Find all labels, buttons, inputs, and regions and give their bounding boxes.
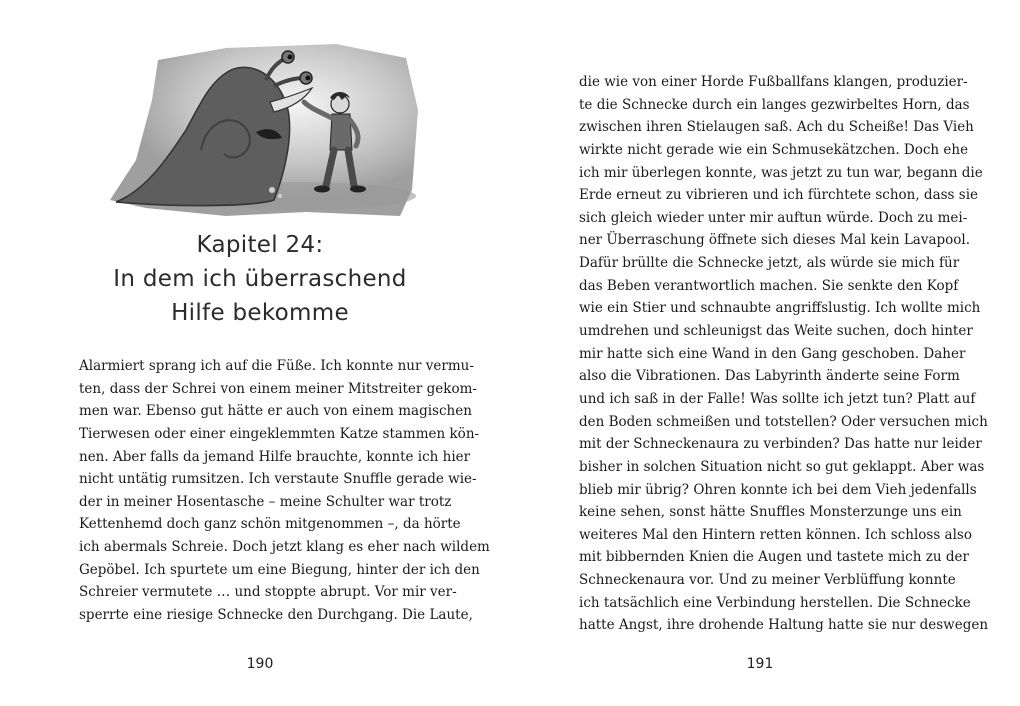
snail-monster-illustration [106, 40, 422, 222]
page-number: 190 [246, 656, 274, 672]
right-page [510, 0, 1020, 706]
text-line: nicht untätig rumsitzen. Ich verstaute Snuffle gerade wie- [79, 471, 477, 488]
text-line: wie ein Stier und schnaubte angriffslustig. Ich wollte mich [579, 300, 981, 317]
text-line: Kettenhemd doch ganz schön mitgenommen –, da hörte [79, 516, 461, 533]
text-line: mit bibbernden Knien die Augen und tastete mich zu der [579, 549, 969, 566]
text-line: umdrehen und schleunigst das Weite suchen, doch hinter [579, 323, 973, 340]
chapter-title-line: In dem ich überraschend [113, 266, 407, 292]
text-line: keine sehen, sonst hätte Snuffles Monsterzunge uns ein [579, 504, 962, 521]
text-line: ner Überraschung öffnete sich dieses Mal kein Lavapool. [579, 232, 971, 249]
text-line: Erde erneut zu vibrieren und ich fürchtete schon, dass sie [579, 187, 979, 204]
text-line: bisher in solchen Situation nicht so gut geklappt. Aber was [579, 458, 985, 475]
text-line: sperrte eine riesige Schnecke den Durchgang. Die Laute, [79, 607, 473, 624]
text-line: hatte Angst, ihre drohende Haltung hatte sie nur deswegen [579, 617, 989, 634]
text-line: also die Vibrationen. Das Labyrinth änderte seine Form [579, 368, 960, 385]
text-line: mir hatte sich eine Wand in den Gang geschoben. Daher [579, 345, 966, 362]
text-line: Schreier vermutete … und stoppte abrupt. Vor mir ver- [79, 584, 457, 601]
text-line: die wie von einer Horde Fußballfans klangen, produzier- [579, 74, 968, 90]
text-line: das Beben verantwortlich machen. Sie senkte den Kopf [579, 277, 959, 294]
text-line: Schneckenaura vor. Und zu meiner Verblüffung konnte [579, 572, 956, 589]
text-line: Tierwesen oder einer eingeklemmten Katze stammen kön- [79, 425, 480, 442]
text-line: wirkte nicht gerade wie ein Schmusekätzchen. Doch ehe [579, 141, 969, 158]
body-text-right [579, 71, 989, 637]
page-number: 191 [746, 656, 774, 672]
text-line: Dafür brüllte die Schnecke jetzt, als würde sie mich für [579, 255, 960, 272]
text-line: ich tatsächlich eine Verbindung herstellen. Die Schnecke [579, 594, 971, 611]
body-text-left [79, 355, 490, 627]
text-line: mit der Schneckenaura zu verbinden? Das hatte nur leider [579, 436, 982, 453]
text-line: ich abermals Schreie. Doch jetzt klang es eher nach wildem [79, 539, 490, 556]
chapter-title-line: Kapitel 24: [196, 232, 324, 258]
text-line: und ich saß in der Falle! Was sollte ich jetzt tun? Platt auf [579, 390, 976, 407]
text-line: ten, dass der Schrei von einem meiner Mitstreiter gekom- [79, 380, 477, 397]
text-line: ich mir überlegen konnte, was jetzt zu tun war, begann die [579, 164, 983, 181]
text-line: men war. Ebenso gut hätte er auch von einem magischen [79, 403, 472, 420]
text-line: Gepöbel. Ich spurtete um eine Biegung, hinter der ich den [79, 561, 480, 578]
chapter-title [60, 228, 460, 330]
text-line: den Boden schmeißen und totstellen? Oder versuchen mich [579, 413, 988, 430]
text-line: sich gleich wieder unter mir auftun würde. Doch zu mei- [579, 209, 968, 226]
text-line: zwischen ihren Stielaugen saß. Ach du Scheiße! Das Vieh [579, 119, 974, 136]
text-line: te die Schnecke durch ein langes gezwirbeltes Horn, das [579, 96, 970, 113]
text-line: der in meiner Hosentasche – meine Schulter war trotz [79, 493, 452, 510]
text-line: nen. Aber falls da jemand Hilfe brauchte, konnte ich hier [79, 448, 471, 465]
text-line: Alarmiert sprang ich auf die Füße. Ich konnte nur vermu- [79, 358, 474, 374]
chapter-title-line: Hilfe bekomme [171, 300, 349, 326]
text-line: blieb mir übrig? Ohren konnte ich bei dem Vieh jedenfalls [579, 481, 977, 498]
text-line: weiteres Mal den Hintern retten können. Ich schloss also [579, 526, 972, 543]
